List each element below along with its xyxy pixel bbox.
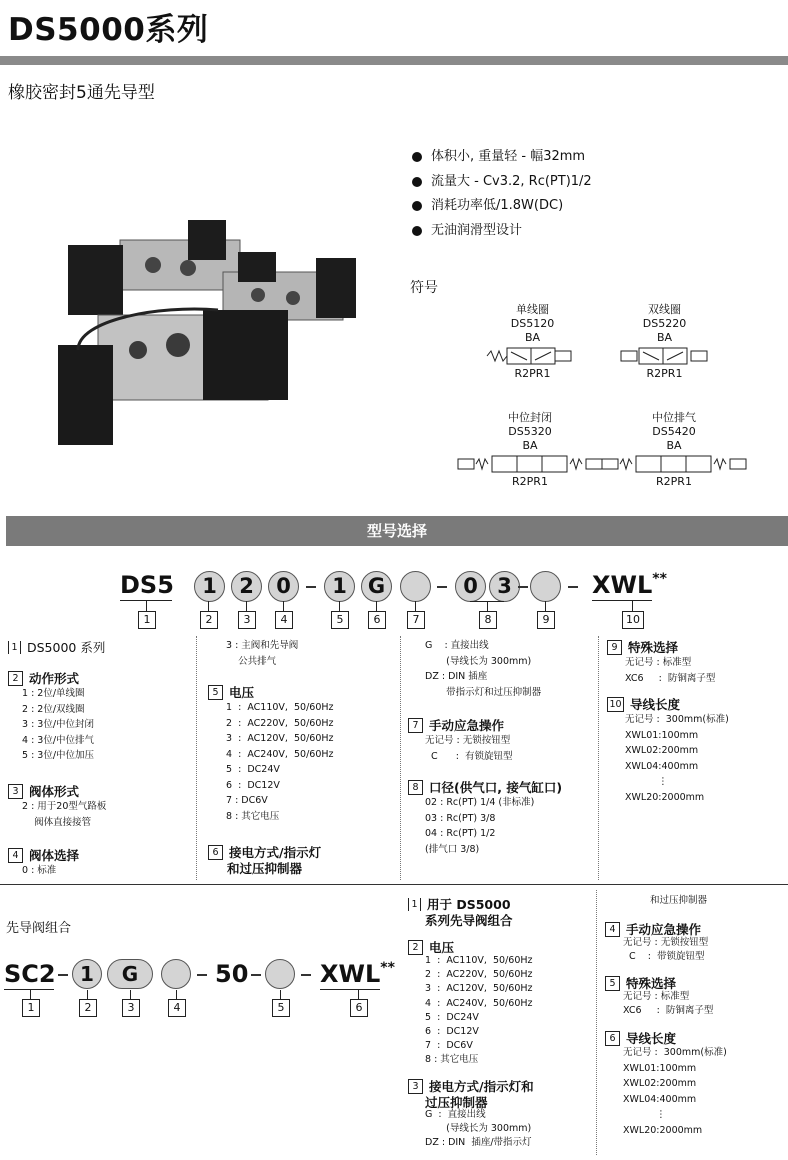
model-prefix: DS5	[120, 571, 174, 599]
connector	[545, 601, 546, 611]
valve-symbol-icon	[600, 453, 748, 475]
page-subtitle: 橡胶密封5通先导型	[8, 83, 155, 103]
code-number-box: 3	[122, 999, 140, 1017]
connector	[280, 990, 281, 999]
option-heading: 8 口径(供气口, 接气缸口)	[408, 778, 562, 796]
option-list: G : 直接出线 (导线长为 300mm) DZ : DIN 插座 带指示灯和过压抑制器	[425, 640, 542, 698]
code-dash	[197, 974, 207, 976]
code-circle: 1	[324, 571, 355, 602]
connector	[208, 601, 209, 611]
code-dash	[568, 586, 578, 588]
valve-symbol-icon	[483, 345, 583, 367]
option-heading: 3 阀体形式	[8, 782, 79, 800]
section-divider	[0, 884, 788, 885]
option-list: 0 : 标准	[22, 865, 57, 876]
option-heading: 2 动作形式	[8, 669, 79, 687]
option-heading: 4 手动应急操作	[605, 920, 701, 938]
code-circle: 2	[231, 571, 262, 602]
valve-symbol-icon	[456, 453, 604, 475]
option-heading: 4 阀体选择	[8, 846, 79, 864]
pilot-prefix: SC2	[4, 960, 56, 988]
suffix-underline	[320, 989, 380, 990]
connector	[130, 990, 131, 999]
connector	[376, 601, 377, 611]
connector	[87, 990, 88, 999]
option-heading: 6 导线长度	[605, 1029, 676, 1047]
code-number-box: 2	[200, 611, 218, 629]
option-text: 和过压抑制器	[650, 895, 708, 906]
code-number-box: 2	[79, 999, 97, 1017]
symbol-center-closed: 中位封闭 DS5320 BA R2PR1	[455, 411, 605, 489]
option-list: 02 : Rc(PT) 1/4 (非标准) 03 : Rc(PT) 3/8 04 : Rc(PT) 1/2 (排气口 3/8)	[425, 797, 535, 855]
column-divider	[400, 636, 402, 880]
code-number-box: 8	[479, 611, 497, 629]
connector	[246, 601, 247, 611]
code-circle	[161, 959, 191, 989]
feature-item: 消耗功率低/1.8W(DC)	[412, 194, 592, 219]
option-list: 无记号 : 无锁按钮型 C : 带锁旋钮型	[623, 937, 709, 962]
feature-item: 流量大 - Cv3.2, Rc(PT)1/2	[412, 170, 592, 195]
code-circle: 0	[268, 571, 299, 602]
code-number-box: 1	[138, 611, 156, 629]
symbol-single-coil: 单线圈 DS5120 BA R2PR1	[480, 303, 585, 381]
symbol-center-exhaust: 中位排气 DS5420 BA R2PR1	[599, 411, 749, 489]
code-number-box: 5	[331, 611, 349, 629]
option-list: 无记号 : 无锁按钮型 C : 有锁旋钮型	[425, 735, 513, 762]
prefix-underline	[4, 989, 54, 990]
option-list: 1 : AC110V, 50/60Hz 2 : AC220V, 50/60Hz 3 : AC120V, 50/60Hz 4 : AC240V, 50/60Hz 5 : DC24V 6 : DC12V 7 : DC6V 8 : 其它电压	[425, 955, 533, 1066]
code-circle	[530, 571, 561, 602]
connector	[358, 990, 359, 999]
option-list: 3 : 主阀和先导阀 公共排气	[226, 640, 299, 667]
code-number-box: 1	[22, 999, 40, 1017]
option-list: 2 : 用于20型气路板 阀体直接接管	[22, 801, 107, 828]
option-list: G : 直接出线 (导线长为 300mm) DZ : DIN 插座/带指示灯	[425, 1109, 532, 1148]
option-heading: 5 电压	[208, 683, 254, 701]
option-heading-cont: 系列先导阀组合	[425, 913, 513, 928]
option-heading: 5 特殊选择	[605, 974, 676, 992]
code-dash	[306, 586, 316, 588]
option-heading: 6 接电方式/指示灯	[208, 843, 321, 861]
code-circle: G	[361, 571, 392, 602]
code-oval: G	[107, 959, 153, 989]
code-circle	[400, 571, 431, 602]
bullet-icon	[412, 177, 422, 187]
code-dash	[251, 974, 261, 976]
code-number-box: 3	[238, 611, 256, 629]
code-dash	[301, 974, 311, 976]
option-heading: 1 DS5000 系列	[8, 638, 105, 656]
column-divider	[596, 890, 598, 1155]
connector	[632, 601, 633, 611]
bullet-icon	[412, 152, 422, 162]
code-number-box: 10	[622, 611, 644, 629]
code-circle	[265, 959, 295, 989]
code-dash	[437, 586, 447, 588]
symbol-double-coil: 双线圈 DS5220 BA R2PR1	[612, 303, 717, 381]
option-heading: 1 用于 DS5000	[408, 895, 511, 913]
option-list: 无记号 : 标准型 XC6 : 防铜离子型	[625, 657, 716, 684]
suffix-underline	[592, 600, 652, 601]
code-number-box: 4	[275, 611, 293, 629]
feature-list	[412, 145, 592, 243]
model-suffix: XWL**	[592, 571, 667, 599]
pilot-heading: 先导阀组合	[6, 921, 72, 936]
connector	[339, 601, 340, 611]
title-rule	[0, 56, 788, 65]
option-list: 无记号 : 300mm(标准) XWL01:100mm XWL02:200mm XWL04:400mm ⋮ XWL20:2000mm	[623, 1047, 727, 1136]
code-number-box: 4	[168, 999, 186, 1017]
feature-item: 无油润滑型设计	[412, 219, 592, 244]
code-number-box: 6	[368, 611, 386, 629]
pilot-mid: 50	[215, 960, 249, 988]
product-photo	[58, 210, 368, 450]
connector	[146, 601, 147, 611]
feature-item: 体积小, 重量轻 - 幅32mm	[412, 145, 592, 170]
code-circle: 3	[489, 571, 520, 602]
option-heading: 7 手动应急操作	[408, 716, 504, 734]
connector	[487, 601, 488, 611]
section-header: 型号选择	[6, 516, 788, 546]
column-divider	[196, 636, 198, 880]
option-heading: 9 特殊选择	[607, 638, 678, 656]
bullet-icon	[412, 201, 422, 211]
code-number-box: 9	[537, 611, 555, 629]
connector	[415, 601, 416, 611]
option-list: 无记号 : 300mm(标准) XWL01:100mm XWL02:200mm XWL04:400mm ⋮ XWL20:2000mm	[625, 714, 729, 803]
connector	[30, 990, 31, 999]
symbol-heading: 符号	[410, 280, 438, 296]
option-heading: 2 电压	[408, 938, 454, 956]
option-list: 无记号 : 标准型 XC6 : 防铜离子型	[623, 991, 714, 1016]
connector	[283, 601, 284, 611]
code-number-box: 5	[272, 999, 290, 1017]
connector	[176, 990, 177, 999]
option-heading-cont: 过压抑制器	[425, 1095, 488, 1110]
code-dash	[518, 586, 528, 588]
code-circle: 0	[455, 571, 486, 602]
column-divider	[598, 636, 600, 880]
code-number-box: 7	[407, 611, 425, 629]
page-title: DS5000系列	[8, 12, 209, 48]
code-circle: 1	[72, 959, 102, 989]
option-heading: 10 导线长度	[607, 695, 680, 713]
valve-symbol-icon	[615, 345, 715, 367]
code-number-box: 6	[350, 999, 368, 1017]
option-heading-cont: 和过压抑制器	[227, 861, 303, 876]
code-circle: 1	[194, 571, 225, 602]
bullet-icon	[412, 226, 422, 236]
code-dash	[58, 974, 68, 976]
option-list: 1 : AC110V, 50/60Hz 2 : AC220V, 50/60Hz 3 : AC120V, 50/60Hz 4 : AC240V, 50/60Hz 5 : DC24V 6 : DC12V 7 : DC6V 8 : 其它电压	[226, 702, 334, 822]
option-heading: 3 接电方式/指示灯和	[408, 1077, 534, 1095]
pilot-suffix: XWL**	[320, 960, 395, 988]
option-list: 1 : 2位/单线圈 2 : 2位/双线圈 3 : 3位/中位封闭 4 : 3位/中位排气 5 : 3位/中位加压	[22, 688, 95, 761]
